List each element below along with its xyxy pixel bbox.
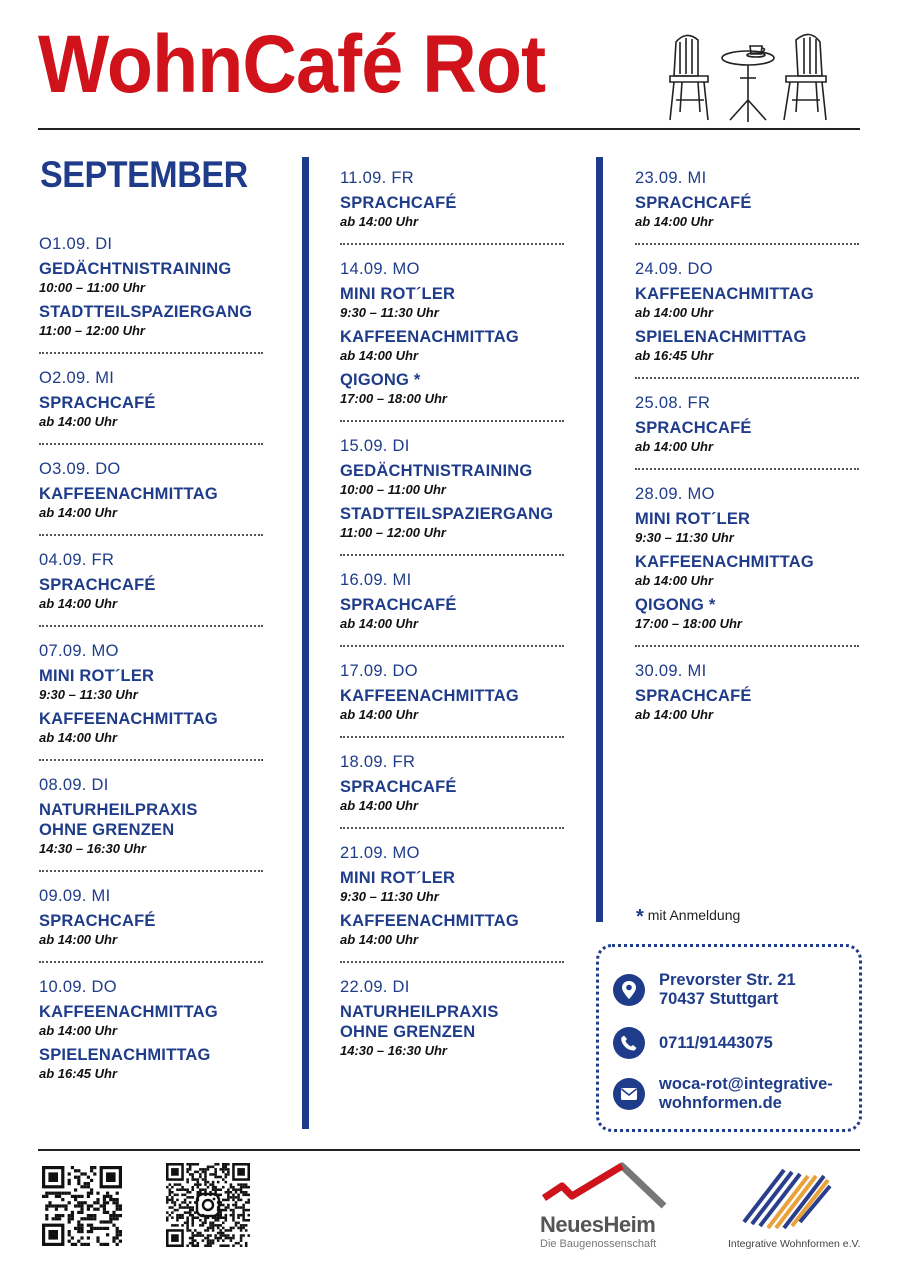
- event-name: SPRACHCAFÉ: [340, 596, 457, 614]
- event-time: ab 14:00 Uhr: [39, 932, 118, 947]
- event-name: SPRACHCAFÉ: [340, 194, 457, 212]
- event-name: SPRACHCAFÉ: [635, 194, 752, 212]
- dotted-separator: [340, 420, 564, 422]
- day-date: O2.09. MI: [39, 369, 115, 387]
- schedule-day: [635, 259, 865, 365]
- dotted-separator: [340, 827, 564, 829]
- schedule-day: [340, 977, 570, 1060]
- day-date: 23.09. MI: [635, 169, 707, 187]
- event-name-continued: OHNE GRENZEN: [340, 1023, 476, 1041]
- event-time: ab 14:00 Uhr: [340, 707, 419, 722]
- event-name: QIGONG *: [635, 596, 716, 614]
- event-time: 17:00 – 18:00 Uhr: [340, 391, 447, 406]
- schedule-day: [39, 775, 269, 858]
- event-name: SPRACHCAFÉ: [39, 576, 156, 594]
- day-date: O3.09. DO: [39, 460, 121, 478]
- day-date: 30.09. MI: [635, 662, 707, 680]
- neuesheim-name: NeuesHeim: [540, 1212, 656, 1237]
- schedule-day: [340, 752, 570, 815]
- phone-icon: [613, 1027, 645, 1059]
- event-name: KAFFEENACHMITTAG: [39, 1003, 218, 1021]
- event-name: SPRACHCAFÉ: [39, 912, 156, 930]
- envelope-icon: [613, 1078, 645, 1110]
- registration-note-text: mit Anmeldung: [647, 907, 741, 923]
- event-name: KAFFEENACHMITTAG: [39, 485, 218, 503]
- day-date: 16.09. MI: [340, 571, 412, 589]
- event-time: ab 14:00 Uhr: [635, 573, 714, 588]
- day-date: 04.09. FR: [39, 551, 115, 569]
- dotted-separator: [340, 554, 564, 556]
- event-name: SPRACHCAFÉ: [635, 687, 752, 705]
- event-time: 10:00 – 11:00 Uhr: [340, 482, 446, 497]
- dotted-separator: [635, 468, 859, 470]
- event-name-continued: OHNE GRENZEN: [39, 821, 175, 839]
- schedule-day: [340, 436, 570, 542]
- event-time: 17:00 – 18:00 Uhr: [635, 616, 742, 631]
- instagram-icon: [197, 1194, 219, 1216]
- day-date: 11.09. FR: [340, 169, 414, 187]
- event-time: ab 14:00 Uhr: [635, 214, 714, 229]
- contact-phone: [613, 1027, 773, 1059]
- schedule-day: [340, 661, 570, 724]
- column-divider: [302, 157, 309, 1129]
- cafe-table-chairs-illustration: [664, 28, 832, 126]
- event-name: MINI ROT´LER: [635, 510, 751, 528]
- day-date: 28.09. MO: [635, 485, 715, 503]
- location-pin-icon: [613, 974, 645, 1006]
- day-date: 22.09. DI: [340, 978, 410, 996]
- schedule-day: [340, 843, 570, 949]
- schedule-day: [39, 977, 269, 1083]
- day-date: O1.09. DI: [39, 235, 113, 253]
- dotted-separator: [340, 645, 564, 647]
- schedule-day: [39, 234, 269, 340]
- schedule-day: [39, 641, 269, 747]
- event-time: ab 14:00 Uhr: [39, 730, 118, 745]
- event-time: 9:30 – 11:30 Uhr: [340, 889, 439, 904]
- month-heading: SEPTEMBER: [40, 154, 248, 195]
- event-time: ab 16:45 Uhr: [635, 348, 714, 363]
- page-title: WohnCafé Rot: [38, 19, 546, 110]
- integrative-wohnformen-mark: [720, 1162, 870, 1234]
- schedule-day: [340, 168, 570, 231]
- event-name: STADTTEILSPAZIERGANG: [39, 303, 253, 321]
- event-time: ab 14:00 Uhr: [635, 439, 714, 454]
- dotted-separator: [340, 243, 564, 245]
- event-name: MINI ROT´LER: [340, 869, 456, 887]
- event-time: 9:30 – 11:30 Uhr: [340, 305, 439, 320]
- address-city: 70437 Stuttgart: [659, 990, 779, 1008]
- day-date: 17.09. DO: [340, 662, 418, 680]
- event-time: 10:00 – 11:00 Uhr: [39, 280, 145, 295]
- event-time: ab 14:00 Uhr: [635, 707, 714, 722]
- day-date: 15.09. DI: [340, 437, 410, 455]
- instagram-qr-code[interactable]: [166, 1163, 250, 1247]
- schedule-day: [39, 886, 269, 949]
- event-name: KAFFEENACHMITTAG: [340, 328, 519, 346]
- day-date: 10.09. DO: [39, 978, 117, 996]
- event-time: ab 14:00 Uhr: [340, 348, 419, 363]
- neuesheim-subtitle: Die Baugenossenschaft: [540, 1238, 657, 1250]
- event-time: ab 14:00 Uhr: [39, 1023, 118, 1038]
- event-name: KAFFEENACHMITTAG: [635, 553, 814, 571]
- asterisk: *: [636, 906, 644, 928]
- dotted-separator: [39, 534, 263, 536]
- email-line-1[interactable]: woca-rot@integrative-: [659, 1075, 833, 1093]
- schedule-column-1: [39, 234, 269, 1083]
- event-name: KAFFEENACHMITTAG: [340, 687, 519, 705]
- schedule-column-2: [340, 168, 570, 1060]
- event-time: 14:30 – 16:30 Uhr: [340, 1043, 447, 1058]
- event-name: STADTTEILSPAZIERGANG: [340, 505, 554, 523]
- event-time: ab 14:00 Uhr: [340, 932, 419, 947]
- phone-number[interactable]: 0711/91443075: [659, 1033, 773, 1052]
- schedule-day: [39, 459, 269, 522]
- event-name: SPRACHCAFÉ: [340, 778, 457, 796]
- neuesheim-logo: [540, 1162, 680, 1252]
- schedule-day: [635, 484, 865, 633]
- event-name: NATURHEILPRAXIS: [39, 801, 198, 819]
- dotted-separator: [635, 377, 859, 379]
- dotted-separator: [340, 961, 564, 963]
- event-name: SPIELENACHMITTAG: [39, 1046, 211, 1064]
- event-name: SPIELENACHMITTAG: [635, 328, 807, 346]
- event-time: ab 14:00 Uhr: [39, 505, 118, 520]
- neuesheim-roof-mark: [540, 1162, 680, 1214]
- dotted-separator: [39, 443, 263, 445]
- event-name: MINI ROT´LER: [39, 667, 155, 685]
- event-time: ab 14:00 Uhr: [340, 214, 419, 229]
- day-date: 09.09. MI: [39, 887, 111, 905]
- event-name: SPRACHCAFÉ: [39, 394, 156, 412]
- schedule-column-3: [635, 168, 865, 724]
- event-name: KAFFEENACHMITTAG: [39, 710, 218, 728]
- event-name: KAFFEENACHMITTAG: [635, 285, 814, 303]
- dotted-separator: [340, 736, 564, 738]
- event-name: GEDÄCHTNISTRAINING: [340, 462, 533, 480]
- event-time: 9:30 – 11:30 Uhr: [635, 530, 734, 545]
- day-date: 07.09. MO: [39, 642, 119, 660]
- event-time: ab 14:00 Uhr: [635, 305, 714, 320]
- header-divider: [38, 128, 860, 130]
- schedule-day: [635, 661, 865, 724]
- event-name: GEDÄCHTNISTRAINING: [39, 260, 232, 278]
- event-time: ab 14:00 Uhr: [340, 616, 419, 631]
- integrative-wohnformen-logo: [720, 1162, 870, 1254]
- contact-box: [596, 944, 862, 1132]
- dotted-separator: [39, 352, 263, 354]
- column-divider: [596, 157, 603, 922]
- event-time: 11:00 – 12:00 Uhr: [39, 323, 145, 338]
- schedule-day: [39, 550, 269, 613]
- schedule-day: [340, 259, 570, 408]
- dotted-separator: [39, 961, 263, 963]
- event-time: 9:30 – 11:30 Uhr: [39, 687, 138, 702]
- event-time: ab 14:00 Uhr: [39, 596, 118, 611]
- event-name: QIGONG *: [340, 371, 421, 389]
- day-date: 21.09. MO: [340, 844, 420, 862]
- day-date: 18.09. FR: [340, 753, 416, 771]
- event-name: MINI ROT´LER: [340, 285, 456, 303]
- day-date: 08.09. DI: [39, 776, 109, 794]
- dotted-separator: [39, 759, 263, 761]
- day-date: 25.08. FR: [635, 394, 711, 412]
- integrative-wohnformen-name: Integrative Wohnformen e.V.: [728, 1238, 861, 1250]
- contact-address: [613, 971, 796, 1009]
- event-name: KAFFEENACHMITTAG: [340, 912, 519, 930]
- dotted-separator: [635, 243, 859, 245]
- schedule-day: [39, 368, 269, 431]
- event-time: ab 16:45 Uhr: [39, 1066, 118, 1081]
- event-time: ab 14:00 Uhr: [340, 798, 419, 813]
- schedule-day: [635, 393, 865, 456]
- address-street: Prevorster Str. 21: [659, 971, 796, 989]
- qr-code[interactable]: [42, 1166, 122, 1246]
- event-name: NATURHEILPRAXIS: [340, 1003, 499, 1021]
- registration-note: [636, 906, 740, 929]
- footer-divider: [38, 1149, 860, 1151]
- day-date: 24.09. DO: [635, 260, 713, 278]
- email-line-2[interactable]: wohnformen.de: [659, 1094, 782, 1112]
- contact-email: [613, 1075, 833, 1113]
- event-name: SPRACHCAFÉ: [635, 419, 752, 437]
- schedule-day: [635, 168, 865, 231]
- dotted-separator: [635, 645, 859, 647]
- schedule-day: [340, 570, 570, 633]
- event-time: 11:00 – 12:00 Uhr: [340, 525, 446, 540]
- event-time: ab 14:00 Uhr: [39, 414, 118, 429]
- dotted-separator: [39, 625, 263, 627]
- day-date: 14.09. MO: [340, 260, 420, 278]
- dotted-separator: [39, 870, 263, 872]
- event-time: 14:30 – 16:30 Uhr: [39, 841, 146, 856]
